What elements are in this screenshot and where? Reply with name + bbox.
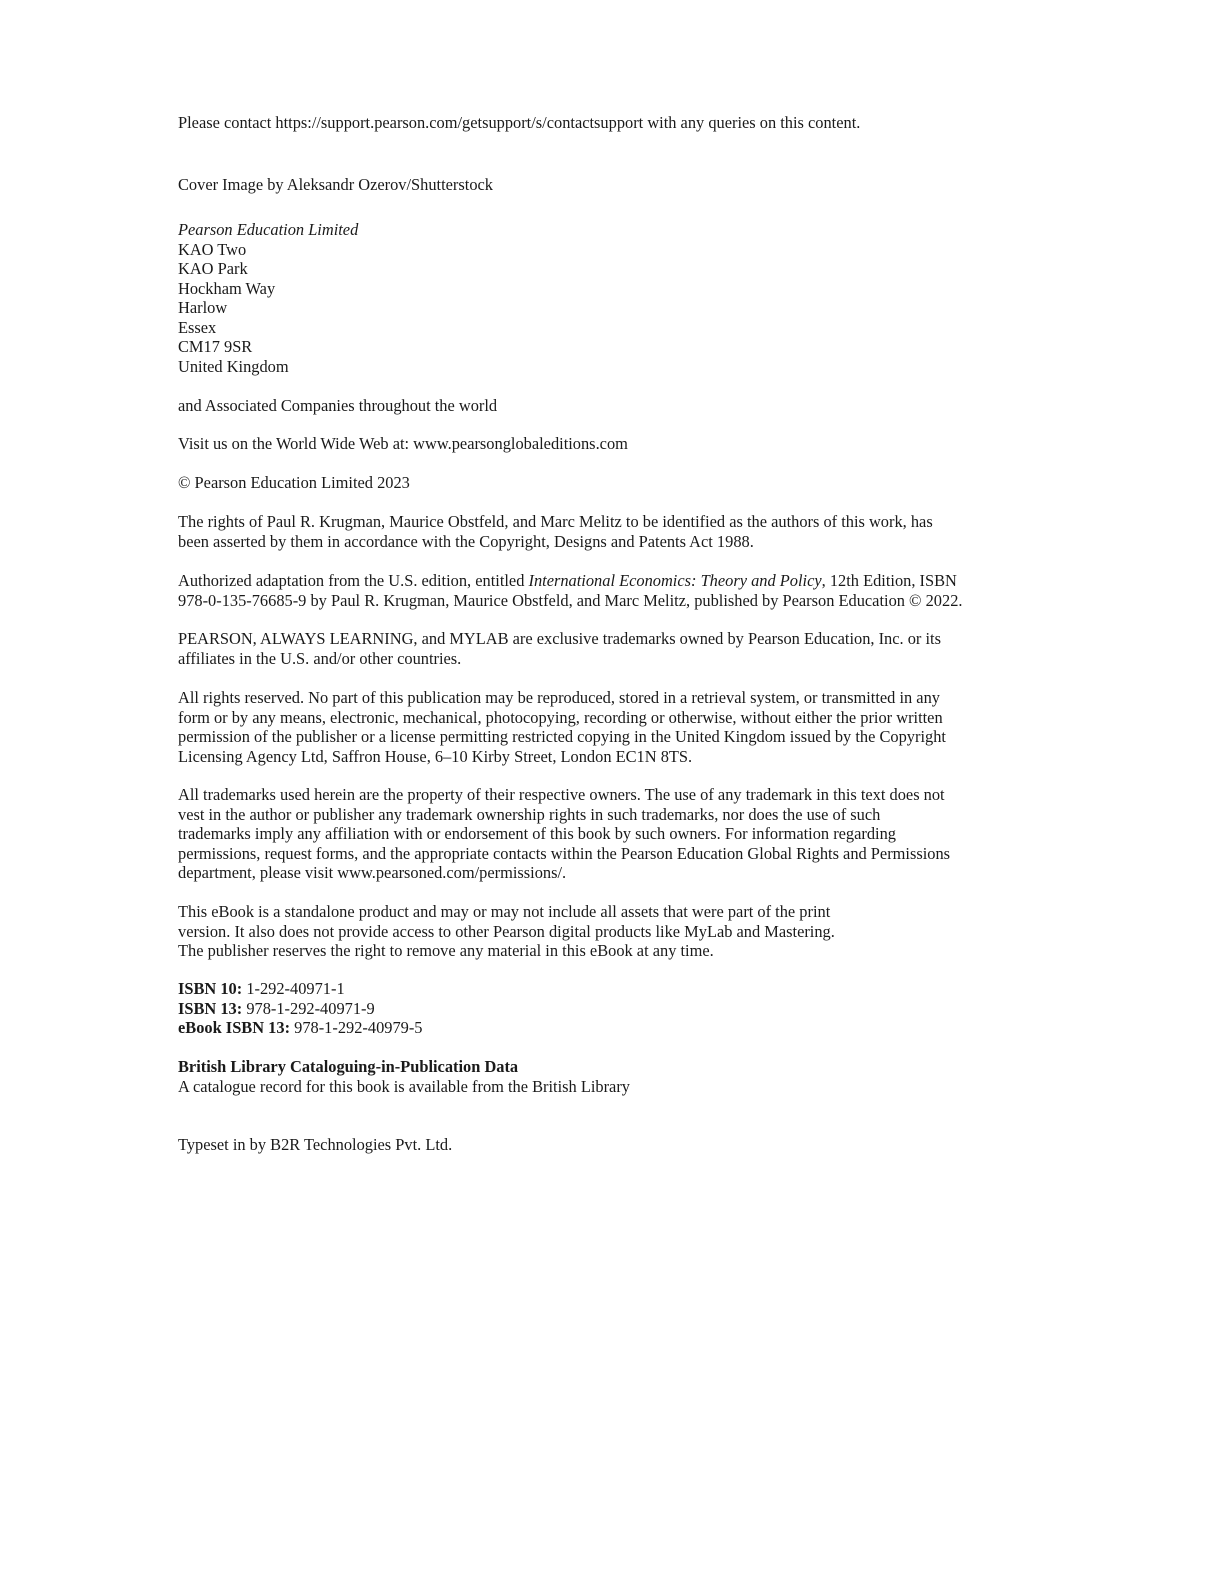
address-line: KAO Two [178,239,247,259]
website-line: Visit us on the World Wide Web at: www.pearsonglobaleditions.com [178,434,628,453]
address-line: CM17 9SR [178,337,253,356]
isbn-block [178,979,1058,1038]
associated-companies: and Associated Companies throughout the world [178,396,498,415]
british-library-heading: British Library Cataloguing-in-Publication Data [178,1057,519,1076]
contact-line: Please contact https://support.pearson.com/getsupport/s/contactsupport with any queries on this content. [178,113,861,132]
address-line: Harlow [178,298,228,317]
ebook-isbn-13: eBook ISBN 13: 978-1-292-40979-5 [178,1018,423,1037]
isbn-10: ISBN 10: 1-292-40971-1 [178,979,345,998]
isbn-13: ISBN 13: 978-1-292-40971-9 [178,998,375,1018]
copyright-page [178,0,1058,1584]
adaptation-paragraph: Authorized adaptation from the U.S. edition, entitled International Economics: Theory and Policy, 12th Edition, ISBN 978-0-135-76685-9 by Paul R. Krugman, Maurice Obstfeld, and Marc Melitz, published by Pearson Education © 2022. [178,571,963,610]
address-line: Hockham Way [178,278,276,298]
trademark-paragraph: PEARSON, ALWAYS LEARNING, and MYLAB are exclusive trademarks owned by Pearson Education, Inc. or its affiliates in the U.S. and/or other countries. [178,629,941,668]
british-library-text: A catalogue record for this book is available from the British Library [178,1076,630,1096]
all-rights-paragraph: All rights reserved. No part of this publication may be reproduced, stored in a retrieval system, or transmitted in any form or by any means, electronic, mechanical, photocopying, recording or otherwise, without either the prior written permission of the publisher or a license permitting restricted copying in the United Kingdom issued by the Copyright Licensing Agency Ltd, Saffron House, 6–10 Kirby Street, London EC1N 8TS. [178,688,946,766]
book-title: International Economics: Theory and Policy [528,571,822,590]
typeset-line: Typeset in by B2R Technologies Pvt. Ltd. [178,1135,453,1154]
trademarks-used-paragraph: All trademarks used herein are the property of their respective owners. The use of any trademark in this text does not vest in the author or publisher any trademark ownership rights in such trademarks, nor does the use of such trademarks imply any affiliation with or endorsement of this book by such owners. For information regarding permissions, request forms, and the appropriate contacts within the Pearson Education Global Rights and Permissions department, please visit www.pearsoned.com/permissions/. [178,785,951,882]
address-line: Essex [178,317,217,337]
address-line: KAO Park [178,259,248,278]
publisher-name: Pearson Education Limited [178,220,359,239]
publisher-address [178,220,1058,376]
copyright-line: © Pearson Education Limited 2023 [178,473,410,492]
british-library-block [178,1057,1058,1096]
rights-paragraph: The rights of Paul R. Krugman, Maurice Obstfeld, and Marc Melitz to be identified as the authors of this work, has been asserted by them in accordance with the Copyright, Designs and Patents Act 1988. [178,512,933,551]
address-line: United Kingdom [178,356,289,376]
cover-image-credit: Cover Image by Aleksandr Ozerov/Shutterstock [178,175,493,194]
ebook-paragraph: This eBook is a standalone product and may or may not include all assets that were part of the print version. It also does not provide access to other Pearson digital products like MyLab and Mastering. The publisher reserves the right to remove any material in this eBook at any time. [178,902,835,960]
